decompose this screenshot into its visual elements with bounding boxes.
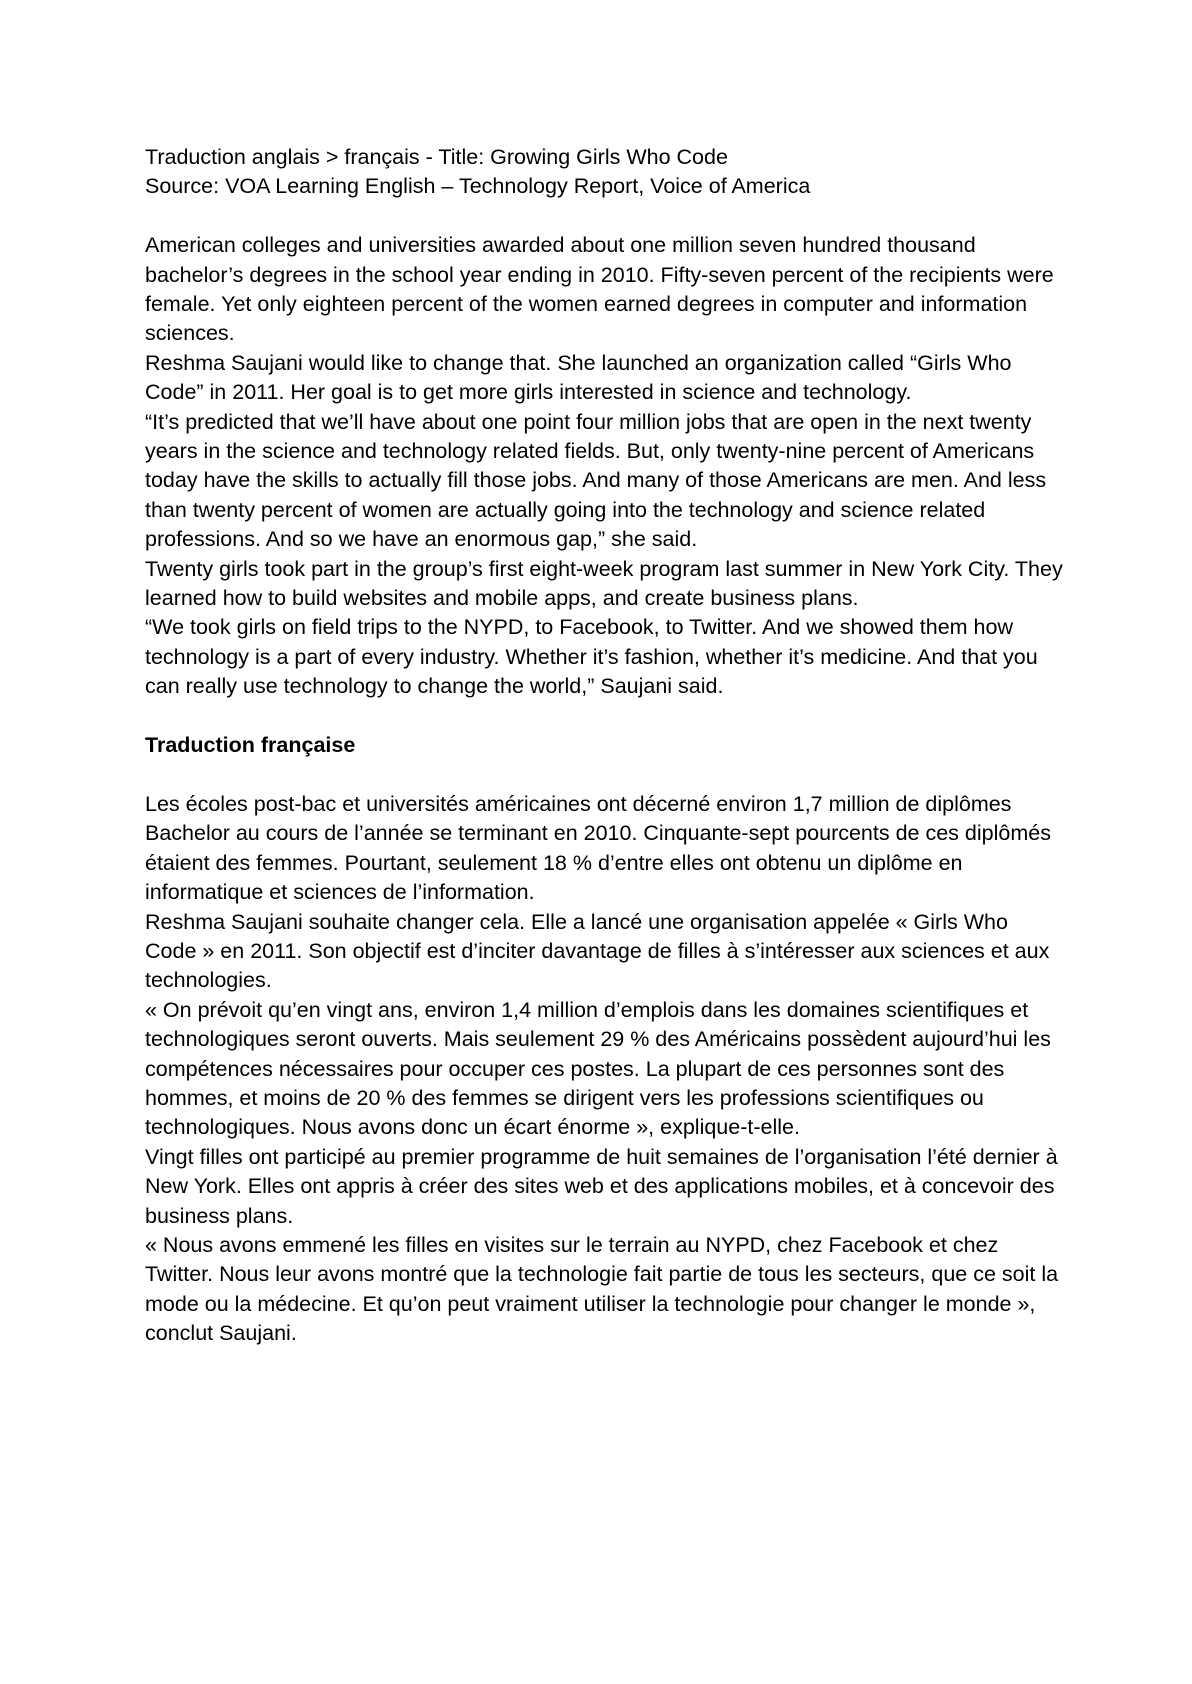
english-paragraph: “We took girls on field trips to the NYPD, to Facebook, to Twitter. And we showed them how technology is a part of every industry. Whether it’s fashion, whether it’s medicine. And that you can really use technology to change the world,” Saujani said. (145, 615, 1044, 699)
spacer (145, 761, 1065, 790)
french-paragraph: Les écoles post-bac et universités américaines ont décerné environ 1,7 million de diplômes Bachelor au cours de l’année se terminant en 2010. Cinquante-sept pourcents de ces diplômés étaient des femmes. Pourtant, seulement 18 % d’entre elles ont obtenu un diplôme en informatique et sciences de l’information. (145, 791, 1063, 905)
spacer (145, 702, 1065, 731)
header-title-line: Traduction anglais > français - Title: Growing Girls Who Code (145, 145, 728, 169)
document-body (145, 143, 1069, 1349)
header-source-line: Source: VOA Learning English – Technology Report, Voice of America (145, 174, 811, 199)
french-paragraph: Reshma Saujani souhaite changer cela. Elle a lancé une organisation appelée « Girls Who Code » en 2011. Son objectif est d’inciter davantage de filles à s’intéresser aux sciences et aux technologies. (145, 909, 1056, 993)
french-paragraph: « On prévoit qu’en vingt ans, environ 1,4 million d’emplois dans les domaines scientifiques et technologiques seront ouverts. Mais seulement 29 % des Américains possèdent aujourd’hui les compétences nécessaires pour occuper ces postes. La plupart de ces personnes sont des hommes, et moins de 20 % des femmes se dirigent vers les professions scientifiques ou technologiques. Nous avons donc un écart énorme », explique-t-elle. (145, 997, 1057, 1140)
french-paragraph: « Nous avons emmené les filles en visites sur le terrain au NYPD, chez Facebook et chez Twitter. Nous leur avons montré que la technologie fait partie de tous les secteurs, que ce soit la mode ou la médecine. Et qu’on peut vraiment utiliser la technologie pour changer le monde », conclut Saujani. (145, 1232, 1065, 1346)
french-paragraph: Vingt filles ont participé au premier programme de huit semaines de l’organisation l’été dernier à New York. Elles ont appris à créer des sites web et des applications mobiles, et à concevoir des business plans. (145, 1144, 1064, 1228)
english-paragraph: “It’s predicted that we’ll have about one point four million jobs that are open in the next twenty years in the science and technology related fields. But, only twenty-nine percent of Americans today have the skills to actually fill those jobs. And many of those Americans are men. And less than twenty percent of women are actually going into the technology and science related professions. And so we have an enormous gap,” she said. (145, 409, 1053, 552)
english-paragraph: American colleges and universities awarded about one million seven hundred thousand bachelor’s degrees in the school year ending in 2010. Fifty-seven percent of the recipients were female. Yet only eighteen percent of the women earned degrees in computer and information sciences. (145, 233, 1060, 346)
english-paragraph: Reshma Saujani would like to change that. She launched an organization called “Girls Who Code” in 2011. Her goal is to get more girls interested in science and technology. (145, 350, 1018, 405)
french-section-heading: Traduction française (145, 733, 356, 758)
spacer (145, 202, 1065, 231)
english-paragraph: Twenty girls took part in the group’s first eight-week program last summer in New York City. They learned how to build websites and mobile apps, and create business plans. (145, 556, 1069, 611)
